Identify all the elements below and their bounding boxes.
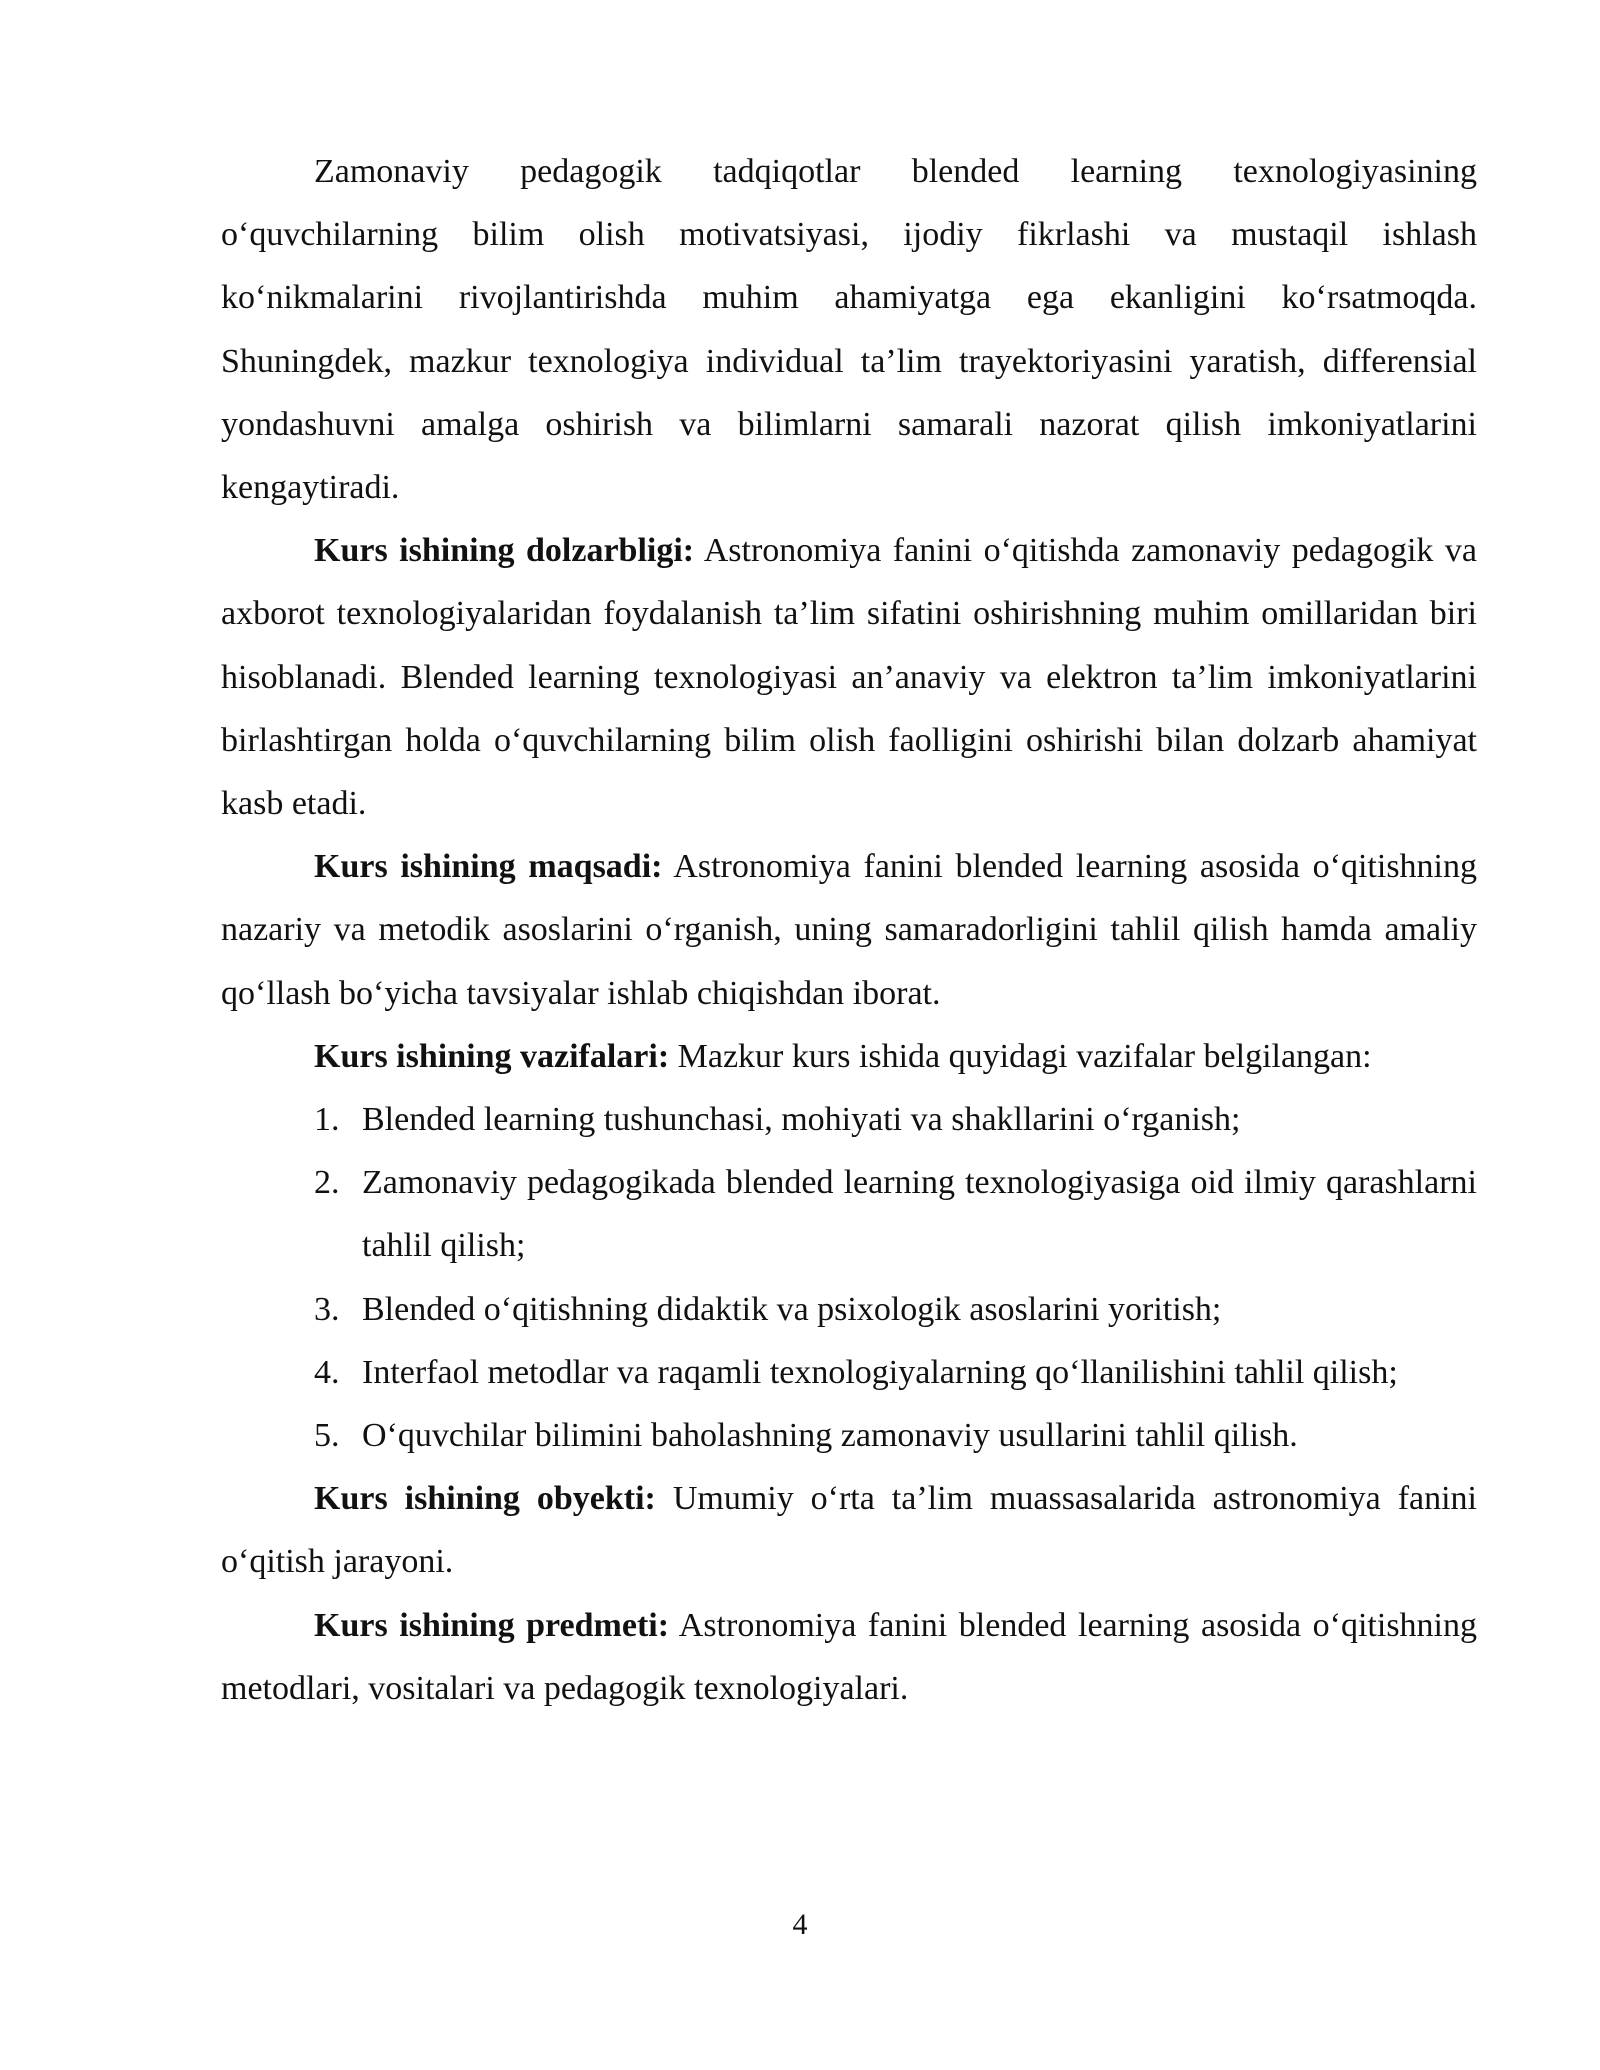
list-item [221,1151,1477,1277]
list-item-number: 2. [314,1164,340,1202]
intro-text: Zamonaviy pedagogik tadqiqotlar blended learning texnologiyasining o‘quvchilarning bilim olish motivatsiyasi, ijodiy fikrlashi va mustaqil ishlash ko‘nikmalarini rivojlantirishda muhim ahamiyatga ega ekanligini ko‘rsatmoqda. Shuningdek, mazkur texnologiya individual ta’lim trayektoriyasini yaratish, differensial yondashuvni amalga oshirish va bilimlarni samarali nazorat qilish imkoniyatlarini kengaytiradi. [221,153,1477,507]
tasks-paragraph [221,1025,1477,1088]
list-item-number: 4. [314,1353,340,1391]
subject-paragraph [221,1594,1477,1720]
relevance-paragraph [221,519,1477,835]
list-item-text: Interfaol metodlar va raqamli texnologiyalarning qo‘llanilishini tahlil qilish; [362,1353,1398,1391]
subject-text: Astronomiya fanini blended learning asosida o‘qitishning metodlari, vositalari va pedagogik texnologiyalari. [221,1606,1477,1707]
subject-heading: Kurs ishining predmeti: [314,1606,670,1644]
page-number: 4 [792,1908,808,1941]
list-item [221,1404,1477,1467]
list-item-text: O‘quvchilar bilimini baholashning zamonaviy usullarini tahlil qilish. [362,1417,1298,1455]
list-item-number: 1. [314,1101,340,1139]
tasks-heading: Kurs ishining vazifalari: [314,1037,670,1075]
relevance-text: Astronomiya fanini o‘qitishda zamonaviy pedagogik va axborot texnologiyalaridan foydalanish ta’lim sifatini oshirishning muhim omillaridan biri hisoblanadi. Blended learning texnologiyasi an’anaviy va elektron ta’lim imkoniyatlarini birlashtirgan holda o‘quvchilarning bilim olish faolligini oshirishi bilan dolzarb ahamiyat kasb etadi. [221,532,1477,823]
list-item-text: Zamonaviy pedagogikada blended learning texnologiyasiga oid ilmiy qarashlarni tahlil qilish; [362,1164,1477,1265]
tasks-list [221,1088,1477,1467]
object-text: Umumiy o‘rta ta’lim muassasalarida astronomiya fanini o‘qitish jarayoni. [221,1480,1477,1581]
list-item-text: Blended o‘qitishning didaktik va psixologik asoslarini yoritish; [362,1290,1222,1328]
list-item [221,1278,1477,1341]
goal-paragraph [221,835,1477,1025]
intro-paragraph [221,140,1477,519]
list-item-number: 3. [314,1290,340,1328]
list-item [221,1341,1477,1404]
list-item [221,1088,1477,1151]
tasks-intro-text: Mazkur kurs ishida quyidagi vazifalar belgilangan: [669,1037,1372,1075]
list-item-number: 5. [314,1417,340,1455]
object-paragraph [221,1467,1477,1593]
goal-heading: Kurs ishining maqsadi: [314,848,663,886]
object-heading: Kurs ishining obyekti: [314,1480,656,1518]
relevance-heading: Kurs ishining dolzarbligi: [314,532,695,570]
list-item-text: Blended learning tushunchasi, mohiyati va shakllarini o‘rganish; [362,1101,1241,1139]
goal-text: Astronomiya fanini blended learning asosida o‘qitishning nazariy va metodik asoslarini o‘rganish, uning samaradorligini tahlil qilish hamda amaliy qo‘llash bo‘yicha tavsiyalar ishlab chiqishdan iborat. [221,848,1477,1012]
document-body [221,140,1477,1720]
